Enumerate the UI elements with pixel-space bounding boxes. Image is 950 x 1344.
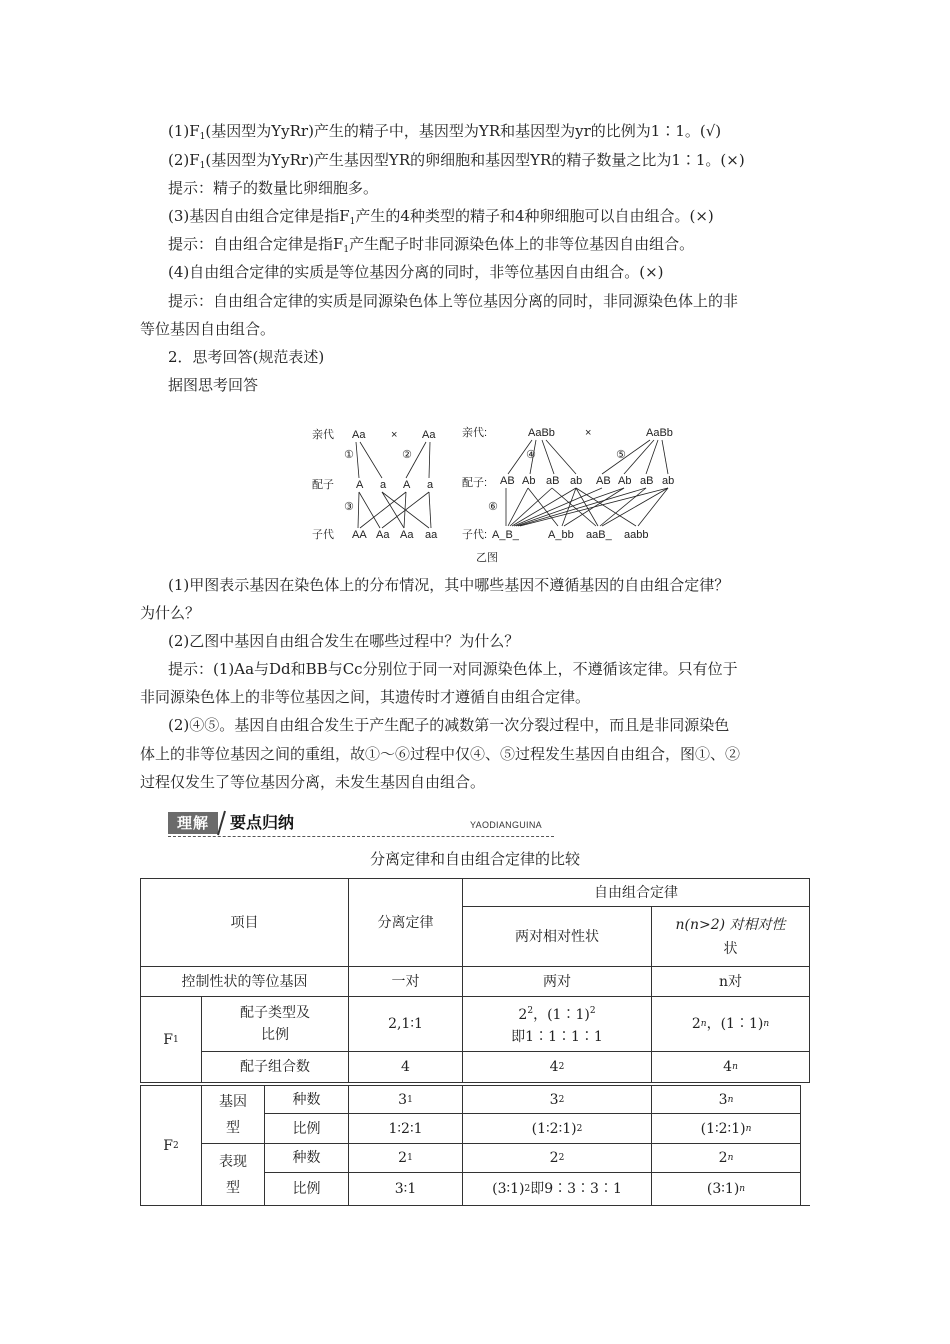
answer-2-line-2: 体上的非等位基因之间的重组，故①～⑥过程中仅④、⑤过程发生基因自由组合，图①、②: [140, 745, 741, 763]
gamete-type-two: $2^2$，(1∶1)$^2$ 即1∶1∶1∶1: [511, 1006, 603, 1045]
f2-label: F 2: [163, 1137, 179, 1154]
phenotype-kinds-sep: 2 1: [398, 1150, 413, 1166]
step-5-label: ⑤: [616, 449, 626, 461]
judgement-4: (4)自由组合定律的实质是等位基因分离的同时，非等位基因自由组合。(×): [168, 263, 664, 281]
phenotype-kinds-two: 2 2: [549, 1150, 565, 1166]
step-6-label: ⑥: [488, 501, 498, 513]
gamete-type-n: 2 n ，(1∶1) n: [691, 1016, 770, 1032]
hint-4-line-2: 等位基因自由组合。: [140, 320, 276, 338]
row-allele-two: 两对: [543, 973, 571, 990]
genotype-ratio-two: (1∶2∶1) 2: [531, 1120, 583, 1137]
section-2-title: 2．思考回答(规范表述): [168, 348, 325, 366]
right-offspring-4: aabb: [624, 529, 649, 541]
left-offspring-2: Aa: [376, 529, 390, 541]
right-gamete-7: aB: [640, 475, 654, 487]
question-2: (2)乙图中基因自由组合发生在哪些过程中？为什么？: [168, 632, 520, 650]
gamete-type-sep: 2,1∶1: [388, 1016, 423, 1032]
genotype-kinds-two: 3 2: [549, 1091, 565, 1108]
left-offspring-3: Aa: [400, 529, 414, 541]
section-2-intro: 据图思考回答: [168, 376, 259, 394]
left-offspring-1: AA: [352, 529, 367, 541]
right-offspring-label: 子代:: [462, 529, 488, 541]
left-offspring-4: aa: [425, 529, 438, 541]
step-2-label: ②: [402, 449, 412, 461]
step-3-label: ③: [344, 501, 354, 513]
phenotype-label: 表现 型: [219, 1153, 247, 1196]
right-gamete-5: AB: [596, 475, 611, 487]
right-offspring-2: A_bb: [548, 529, 574, 541]
phenotype-ratio-two: (3∶1) 2 即9∶3∶3∶1: [492, 1181, 622, 1197]
section-divider: [168, 836, 554, 837]
genotype-ratio-sep: 1∶2∶1: [388, 1120, 423, 1137]
right-parent-2: AaBb: [646, 427, 673, 439]
phenotype-kinds-label: 种数: [292, 1150, 321, 1166]
answer-1-line-2: 非同源染色体上的非等位基因之间，其遗传时才遵循自由组合定律。: [140, 688, 591, 706]
slash-icon: [216, 810, 226, 836]
genotype-ratio-n: (1∶2∶1) n: [700, 1120, 752, 1137]
hint-3: 提示：自由组合定律是指$F_1$产生配子时非同源染色体上的非等位基因自由组合。: [168, 235, 695, 255]
left-cross: ×: [391, 429, 398, 441]
section-header: [168, 810, 554, 838]
right-gamete-label: 配子:: [462, 477, 488, 489]
right-offspring-1: A_B_: [492, 529, 519, 541]
header-free-combination: 自由组合定律: [594, 884, 678, 901]
step-1-label: ①: [344, 449, 354, 461]
left-gamete-2: a: [380, 479, 387, 491]
right-cross: ×: [585, 427, 592, 439]
combo-n: 4 n: [723, 1059, 738, 1075]
f1-label: F 1: [163, 1031, 179, 1048]
left-parent-1: Aa: [352, 429, 366, 441]
right-gamete-arrows: [506, 488, 668, 526]
answer-2-line-1: (2)④⑤。基因自由组合发生于产生配子的减数第一次分裂过程中，而且是非同源染色: [168, 716, 730, 734]
left-parent-arrows: [356, 442, 430, 478]
right-gamete-8: ab: [662, 475, 675, 487]
right-gamete-3: aB: [546, 475, 560, 487]
section-pinyin: YAODIANGUINA: [470, 820, 542, 830]
answer-1-line-1: 提示：(1)Aa与Dd和BB与Cc分别位于同一对同源染色体上，不遵循该定律。只有位于: [168, 660, 738, 678]
right-parent-1: AaBb: [528, 427, 555, 439]
phenotype-kinds-n: 2 n: [718, 1150, 734, 1166]
right-gamete-2: Ab: [522, 475, 536, 487]
question-1-line-2: 为什么？: [140, 604, 201, 622]
header-separation-law: 分离定律: [377, 914, 434, 931]
gamete-type-label: 配子类型及 比例: [240, 1005, 310, 1043]
phenotype-ratio-sep: 3∶1: [394, 1181, 417, 1197]
left-gamete-3: A: [403, 479, 411, 491]
right-gamete-4: ab: [570, 475, 583, 487]
row-allele-n: n对: [718, 973, 743, 990]
right-gamete-6: Ab: [618, 475, 632, 487]
step-4-label: ④: [526, 449, 536, 461]
genetics-cross-diagram: [300, 418, 700, 568]
judgement-1: $(1)F_1$(基因型为YyRr)产生的精子中，基因型为YR和基因型为yr的比例为1∶1。(√): [168, 122, 722, 142]
phenotype-ratio-label: 比例: [292, 1181, 321, 1197]
header-n-pairs: n(n>2) 对相对性 状: [675, 916, 786, 957]
question-1-line-1: (1)甲图表示基因在染色体上的分布情况，其中哪些基因不遵循基因的自由组合定律？: [168, 576, 730, 594]
genotype-kinds-n: 3 n: [718, 1091, 734, 1108]
answer-2-line-3: 过程仅发生了等位基因分离，未发生基因自由组合。: [140, 773, 486, 791]
hint-4-line-1: 提示：自由组合定律的实质是同源染色体上等位基因分离的同时，非同源染色体上的非: [168, 292, 739, 310]
left-gamete-1: A: [356, 479, 364, 491]
table-caption: 分离定律和自由组合定律的比较: [369, 850, 580, 868]
header-two-pairs: 两对相对性状: [515, 928, 599, 945]
left-parent-label: 亲代: [312, 429, 334, 441]
section-title: 要点归纳: [230, 813, 295, 832]
right-parent-label: 亲代:: [462, 427, 488, 439]
left-gamete-label: 配子: [312, 479, 334, 491]
genotype-ratio-label: 比例: [292, 1120, 321, 1137]
row-allele-label: 控制性状的等位基因: [181, 973, 308, 990]
right-gamete-1: AB: [500, 475, 515, 487]
hint-2: 提示：精子的数量比卵细胞多。: [168, 179, 379, 197]
right-offspring-3: aaB_: [586, 529, 612, 541]
left-parent-2: Aa: [422, 429, 436, 441]
left-offspring-label: 子代: [312, 529, 334, 541]
combo-sep: 4: [401, 1059, 410, 1075]
combo-two: 4 2: [549, 1059, 565, 1075]
combo-label: 配子组合数: [240, 1059, 310, 1075]
genotype-label: 基因 型: [219, 1093, 247, 1136]
left-gamete-4: a: [427, 479, 434, 491]
left-gamete-arrows: [358, 492, 431, 528]
judgement-2: $(2)F_1$(基因型为YyRr)产生基因型YR的卵细胞和基因型YR的精子数量之比为1∶1。(×): [168, 151, 745, 171]
section-tag: 理解: [168, 812, 218, 834]
header-item: 项目: [230, 914, 259, 931]
row-allele-sep: 一对: [391, 973, 420, 990]
phenotype-ratio-n: (3∶1) n: [706, 1181, 746, 1197]
genotype-kinds-sep: 3 1: [398, 1091, 413, 1108]
genotype-kinds-label: 种数: [292, 1091, 321, 1108]
judgement-3: (3)基因自由组合定律是指$F_1$产生的4种类型的精子和4种卵细胞可以自由组合。(×): [168, 207, 714, 227]
diagram-caption: 乙图: [476, 552, 498, 564]
